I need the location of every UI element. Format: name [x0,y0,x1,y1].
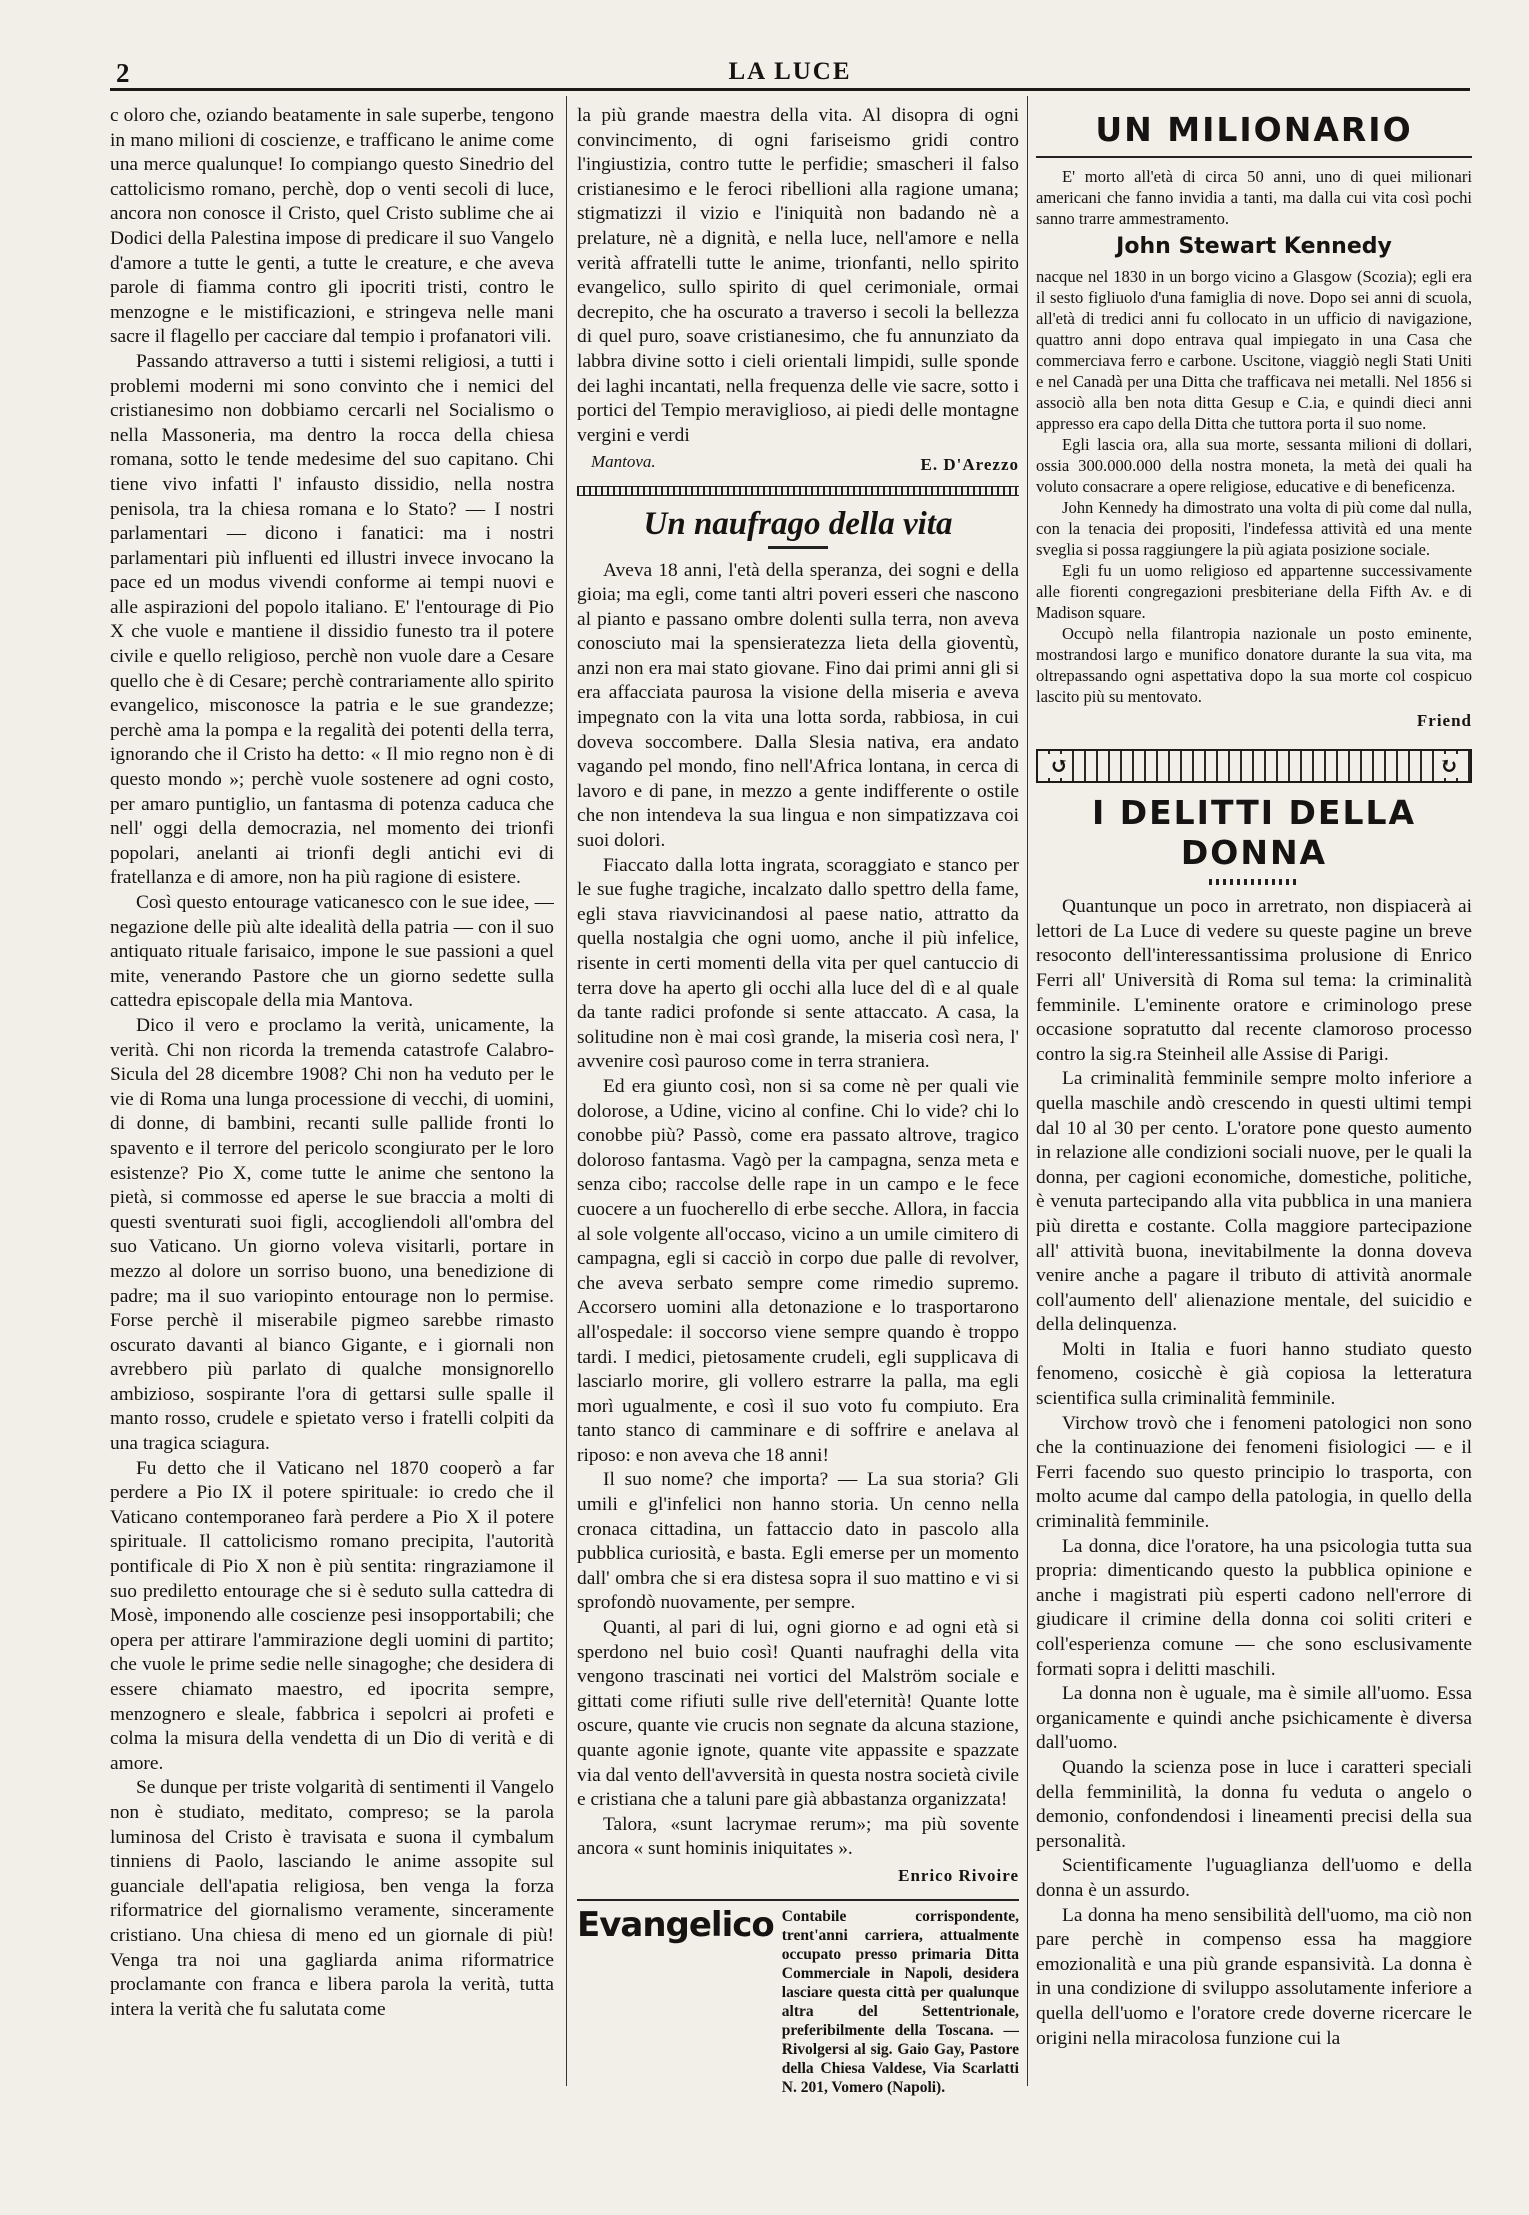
article-paragraph: Molti in Italia e fuori hanno studiato questo fenomeno, cosicchè è già copiosa la letteratura scientifica sulla criminalità femminile. [1036,1338,1472,1410]
article-paragraph: nacque nel 1830 in un borgo vicino a Glasgow (Scozia); egli era il sesto figliuolo d'una famiglia di nove. Dopo sei anni di scuola, all'età di tredici anni fu collocato in un ufficio di navigazione, quattro anni dopo entrava qual impiegato in una Casa che commerciava ferro e carbone. Uscitone, viaggiò negli Stati Uniti e nel Canadà per una Ditta che trafficava nei metalli. Nel 1856 si associò alla ben nota ditta Gesup e C.ia, e quindi dieci anni appresso era capo della Ditta che tuttora porta il suo nome. [1036,266,1472,433]
article-paragraph: Così questo entourage vaticanesco con le sue idee, — negazione delle più alte idealità della patria — con il suo antiquato rituale farisaico, impone le sue passioni a quel mite, venerando Pastore che un giorno sedette sulla cattedra episcopale della mia Mantova. [110,892,554,1012]
scroll-ornament-icon: ↻ [1436,754,1462,779]
headline-rule [768,546,828,549]
author-signature: Friend [1416,710,1472,730]
article-paragraph: Scientificamente l'uguaglianza dell'uomo e della donna è un assurdo. [1036,1855,1472,1901]
article-headline: I DELITTI DELLA DONNA [1091,793,1417,873]
column-2 [577,104,1019,2104]
article-paragraph: La donna non è uguale, ma è simile all'uomo. Essa organicamente e quindi anche psichicamente è diversa dall'uomo. [1036,1683,1472,1754]
scroll-ornament-icon: ↺ [1046,754,1072,779]
article-headline: Un naufrago della vita [643,505,953,542]
ad-brand: Evangelico [577,1904,774,1945]
column-1 [110,104,554,2104]
decorative-ornament-bar [1036,749,1472,783]
article-paragraph: Quantunque un poco in arretrato, non dispiacerà ai lettori de La Luce di vedere su queste pagine un breve resoconto dell'interessantissima prolusione di Enrico Ferri all' Università di Roma sul tema: la criminalità femminile. L'eminente oratore e criminologo prese occasione sopratutto dal recente clamoroso processo contro la sig.ra Steinheil alle Assise di Parigi. [1036,896,1472,1065]
article-paragraph: Virchow trovò che i fenomeni patologici non sono che la continuazione dei fenomeni fisiologici — e il Ferri facendo suo questo principio lo trasporta, con molto acume dal campo della patologia, in quello della criminalità femminile. [1036,1412,1472,1533]
ad-text: Contabile corrispondente, trent'anni carriera, attualmente occupato presso primaria Ditta Commerciale in Napoli, desidera lasciare questa città per qualunque altra del Settentrionale, preferibilmente della Toscana. — Rivolgersi al sig. Gaio Gay, Pastore della Chiesa Valdese, Via Scarlatti N. 201, Vomero (Napoli). [781,1907,1019,2096]
author-signature: Enrico Rivoire [898,1865,1019,1885]
article-paragraph: Egli fu un uomo religioso ed appartenne successivamente alle fiorenti congregazioni presbiteriane della Fifth Av. e di Madison square. [1036,560,1472,622]
dateline-place: Mantova. [591,452,656,472]
article-paragraph: Egli lascia ora, alla sua morte, sessanta milioni di dollari, ossia 300.000.000 della nostra moneta, la metà dei quali ha voluto consacrare a opere religiose, educative e di beneficenza. [1036,434,1472,496]
article-paragraph: Quanti, al pari di lui, ogni giorno e ad ogni età si sperdono nel buio così! Quanti naufraghi della vita vengono trascinati nei vortici del Malström sociale e gittati come rifiuti sulle rive dell'eternità! Quante lotte oscure, quante vie crucis non segnate da alcuna stazione, quante agonie ignote, quante vite appassite e spazzate via dal vento dell'avversità in questa nostra società civile e cristiana che a taluni pare già abbastanza organizzata! [577,1617,1019,1811]
article-paragraph: La criminalità femminile sempre molto inferiore a quella maschile andò crescendo in questi ultimi tempi dal 10 al 30 per cento. L'oratore pone questo aumento in relazione alle condizioni sociali nuove, per le quali la donna, per cagioni economiche, domestiche, politiche, è venuta partecipando alla vita pubblica in una maniera più diretta e costante. Colla maggiore partecipazione all' attività buona, inevitabilmente la donna doveva venire anche a pagare il tributo di attività anormale coll'aumento dell' alienazione mentale, del suicidio e della delinquenza. [1036,1068,1472,1336]
column-rule [566,96,567,2086]
article-paragraph: Fiaccato dalla lotta ingrata, scoraggiato e stanco per le sue fughe tragiche, incalzato dallo spettro della fame, egli stava riavvicinandosi al paese natio, attratto da quella nostalgia che ogni uomo, anche il più infelice, risente in certi momenti della vita per quel cantuccio di terra dove ha aperto gli occhi alla luce del dì e al quale da tante radici profonde si sente attaccato. A casa, la solitudine non è mai così grande, la miseria così nera, l' avvenire così pauroso come in terra straniera. [577,854,1019,1073]
masthead: LA LUCE [728,58,852,85]
page-header [110,58,1470,91]
article-paragraph: Fu detto che il Vaticano nel 1870 cooperò a far perdere a Pio IX il potere spirituale: io credo che il Vaticano contemporaneo farà perdere a Pio X il potere spirituale. Il cattolicismo romano precipita, l'autorità pontificale di Pio X non è più sentita: ringraziamone il suo prediletto entourage che si è seduto sulla cattedra di Mosè, imponendo alle coscienze pesi insopportabili; che opera per attirare l'ammirazione degli uomini di partito; che vuole le prime sedie nelle sinagoghe; che desidera di essere chiamato maestro, ed ipocrita sempre, menzognero e sleale, fabbrica i sepolcri ai profeti e colma la misura della vendetta di un Dio di verità e di amore. [110,1457,554,1774]
article-paragraph: c oloro che, oziando beatamente in sale superbe, tengono in mano milioni di coscienze, e trafficano le anime come una merce qualunque! Io compiango questo Sinedrio del cattolicismo romano, perchè, dop o venti secoli di luce, ancora non conosce il Cristo, quel Cristo sublime che ai Dodici della Palestina impose di predicare il suo Vangelo d'amore a tutte le genti, a tutte le creature, e che aveva parole di fiamma contro gli ipocriti tristi, contro le menzogne e le mistificazioni, e stringeva nelle mani sacre il flagello per cacciare dal tempio i profanatori vili. [110,105,554,348]
article-paragraph: Ed era giunto così, non si sa come nè per quali vie dolorose, a Udine, vicino al confine. Chi lo vide? chi lo conobbe più? Passò, come era passato altrove, tragico doloroso fantasma. Vagò per la campagna, senza meta e senza cibo; raccolse delle rape in un campo e le fece cuocere a un fuocherello di erbe secche. Allora, in faccia al sole volgente all'occaso, vicino a un umile cimitero di campagna, egli si cacciò in corpo due palle di revolver, che aveva serbato sempre come rimedio supremo. Accorsero uomini alla detonazione e lo trasportarono all'ospedale: il soccorso viene sempre quando è troppo tardi. I medici, pietosamente crudeli, egli supplicava di lasciarlo morire, gli vollero estrarre la palla, ma egli morì ugualmente, e così il suo voto fu compiuto. Era tanto stanco di camminare e di soffrire e anelava al riposo: e non aveva che 18 anni! [577,1075,1019,1466]
article-paragraph: Occupò nella filantropia nazionale un posto eminente, mostrandosi largo e munifico donatore durante la sua vita, ma oltrepassando ogni aspettativa dopo la sua morte col cospicuo lascito più su mentovato. [1036,623,1472,706]
article-paragraph: La donna, dice l'oratore, ha una psicologia tutta sua propria: dimenticando questo la pubblica opinione e anche i magistrati più esperti cadono nell'errore di giudicare il crimine della donna coi soliti criteri e coll'esperienza comune — che sono esclusivamente formati sopra i delitti maschili. [1036,1535,1472,1680]
classified-ad [577,1899,1019,2097]
section-divider [577,486,1019,496]
headline-rule [1209,879,1299,885]
article-paragraph: Talora, «sunt lacrymae rerum»; ma più sovente ancora « sunt hominis iniquitates ». [577,1813,1019,1860]
article-subhead: John Stewart Kennedy [1116,234,1392,259]
article-paragraph: Passando attraverso a tutti i sistemi religiosi, a tutti i problemi moderni mi sono convinto che i nemici del cristianesimo non dobbiamo cercarli nel Socialismo o nella Massoneria, ma dentro la rocca della chiesa romana, sotto le tende medesime del suo capitano. Chi tiene vivo infatti l' infausto dissidio, nella nostra penisola, tra la chiesa romana e lo Stato? — I nostri parlamentari — dicono i fanatici: ma i nostri parlamentari più influenti ed illustri invece invocano la pace ed un modus vivendi conforme ai tempi nuovi e alle aspirazioni del popolo italiano. E' l'entourage di Pio X che vuole e mantiene il dissidio funesto tra il potere civile e quello religioso, perchè non vuole dare a Cesare quello che è di Cesare; perchè contrariamente allo spirito evangelico, misconosce la patria e le sue grandezze; perchè ama la pompa e la regalità dei potenti della terra, ignorando che il Cristo ha detto: « Il mio regno non è di questo mondo »; perchè vuole sostenere ad ogni costo, per amaro puntiglio, un fantasma di potenza caduca che nell' oggi della democrazia, nel momento dei trionfi popolari, anelanti ai trionfi degli antichi evi di fratellanza e di amore, non ha più ragione di esistere. [110,350,554,889]
article-paragraph: Il suo nome? che importa? — La sua storia? Gli umili e gl'infelici non hanno storia. Un cenno nella cronaca cittadina, un fattaccio dato in pascolo alla pubblica curiosità, e basta. Egli emerse per un momento dall' ombra che si era distesa sopra il suo mattino e vi si sprofondò nuovamente, per sempre. [577,1469,1019,1614]
article-paragraph: Quando la scienza pose in luce i caratteri speciali della femminilità, la donna fu veduta o angelo o demonio, confondendosi i lineamenti precisi della sua personalità. [1036,1756,1472,1852]
article-paragraph: Se dunque per triste volgarità di sentimenti il Vangelo non è studiato, meditato, compreso; se la parola luminosa del Cristo è travisata e suona il cymbalum tinniens di Paolo, lasciando le anime assopite sul guanciale dell'apatia religiosa, ben venga la forza riformatrice del giornalismo veramente, sinceramente cristiano. Una chiesa di meno ed un giornale di più! Venga tra noi una gagliarda anima riformatrice proclamante con franca e libera parola la verità, tutta intera la verità che fu salutata come [110,1777,554,2020]
article-intro: E' morto all'età di circa 50 anni, uno di quei milionari americani che fanno invidia a tanti, ma dalla cui vita così pochi sanno trarre ammestramento. [1036,167,1472,228]
page-number: 2 [116,58,130,88]
article-headline: UN MILIONARIO [1095,110,1413,149]
article-paragraph: La donna ha meno sensibilità dell'uomo, ma ciò non pare perchè in compenso essa ha maggiore emozionalità e una più grande espansività. La donna è in una condizione di sviluppo assolutamente inferiore a quella dell'uomo e l'oratore crede doverne ricercare le origini nella miracolosa funzione cui la [1036,1904,1472,2049]
column-3 [1036,104,1472,2104]
article-paragraph: Dico il vero e proclamo la verità, unicamente, la verità. Chi non ricorda la tremenda catastrofe Calabro-Sicula del 28 dicembre 1908? Chi non ha veduto per le vie di Roma una lunga processione di vecchi, di uomini, di donne, di bambini, recanti sulle pallide fronti lo spavento e il terrore del pericolo scongiurato per le loro esistenze? Pio X, come tutte le anime che sentono la pietà, si commosse ed aperse le sue braccia a molti di questi sventurati suoi figli, accogliendoli all'ombra del suo Vaticano. Un giorno voleva visitarli, portare in mezzo al dolore un sorriso buono, una benedizione di padre; ma il suo variopinto entourage non lo permise. Forse perchè il miserabile pigmeo sarebbe rimasto oscurato davanti al bianco Gigante, e i giornali non avrebbero più parlato di qualche monsignorello ambizioso, sospirante l'ora di gettarsi sulle spalle il manto rosso, crudele e spietato verso i fratelli colpiti da una tragica sciagura. [110,1014,554,1455]
article-paragraph: Aveva 18 anni, l'età della speranza, dei sogni e della gioia; ma egli, come tanti altri poveri esseri che nascono al pianto e passano ombre dolenti sulla terra, non aveva conosciuto mai la spensieratezza lieta della gioventù, anzi non era mai stato giovane. Fino dai primi anni gli si era affacciata paurosa la visione della miseria e aveva impegnato con la vita una lotta sorda, rabbiosa, in cui doveva soccombere. Dalla Slesia nativa, era andato vagando pel mondo, fino nell'Africa lontana, in cerca di lavoro e di pane, in mezzo a gente indifferente o ostile che non intendeva la sua lingua e non simpatizzava coi suoi dolori. [577,559,1019,852]
article-paragraph: la più grande maestra della vita. Al disopra di ogni convincimento, di ogni fariseismo gridi contro l'ingiustizia, contro tutte le perfidie; smascheri il falso cristianesimo e le feroci ribellioni alla ragione umana; stigmatizzi il vizio e l'iniquità non badando nè a prelature, nè a dignità, e nella luce, nell'amore e nella verità affratelli tutte le anime, trionfanti, nello spirito evangelico, sullo spirito di quel cerimoniale, ormai decrepito, che ha oscurato a traverso i secoli la bellezza di quel puro, soave cristianesimo, che fu annunziato da labbra divine sotto i cieli orientali limpidi, sulle sponde dei laghi incantati, nella frequenza delle vie sacre, sotto i portici del Tempio meraviglioso, ai piedi delle montagne vergini e verdi [577,105,1019,446]
headline-rule [1036,156,1472,158]
article-paragraph: John Kennedy ha dimostrato una volta di più come dal nulla, con la tenacia dei propositi, l'indefessa attività ed una mente sveglia si possa raggiungere la più agiata posizione sociale. [1036,497,1472,559]
column-rule [1027,96,1028,2086]
author-signature: E. D'Arezzo [920,454,1019,474]
